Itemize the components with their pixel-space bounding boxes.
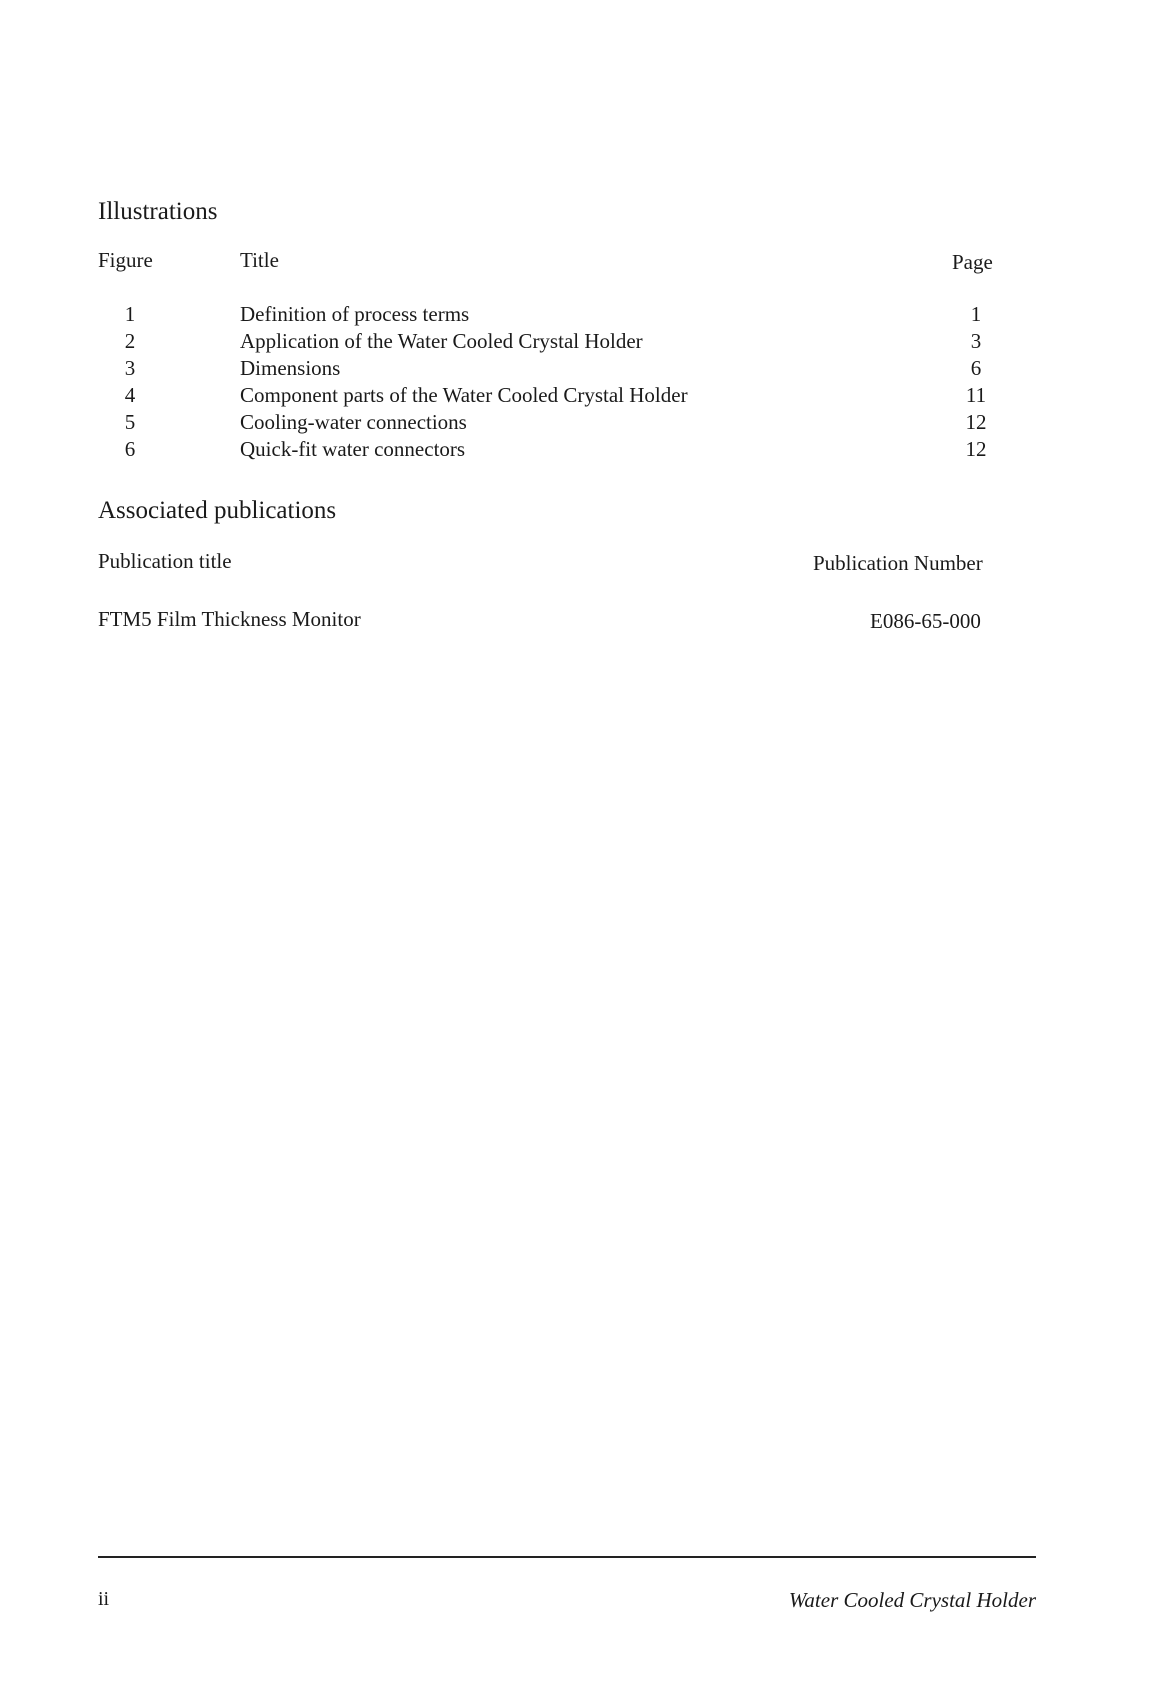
figure-number: 1 [124, 302, 136, 326]
table-row [0, 329, 1171, 356]
page-number: 12 [965, 437, 987, 461]
title-column-header: Title [240, 248, 279, 272]
publication-number: E086-65-000 [870, 609, 981, 633]
figure-title: Quick-fit water connectors [240, 437, 466, 461]
publication-title: FTM5 Film Thickness Monitor [98, 607, 361, 631]
footer-document-title: Water Cooled Crystal Holder [788, 1588, 1036, 1612]
page-number: 12 [965, 410, 987, 434]
publication-number-header: Publication Number [813, 551, 983, 575]
figure-title: Definition of process terms [240, 302, 470, 326]
page-number: 1 [970, 302, 982, 326]
figure-number: 4 [124, 383, 136, 407]
associated-publications-heading: Associated publications [98, 497, 337, 524]
table-row [0, 302, 1171, 329]
figure-title: Cooling-water connections [240, 410, 467, 434]
publication-title-header: Publication title [98, 549, 232, 573]
table-row [0, 356, 1171, 383]
figure-title: Component parts of the Water Cooled Crystal Holder [240, 383, 688, 407]
table-row [0, 437, 1171, 464]
figure-title: Application of the Water Cooled Crystal Holder [240, 329, 643, 353]
figure-number: 6 [124, 437, 136, 461]
page-number: 6 [970, 356, 982, 380]
figure-number: 5 [124, 410, 136, 434]
footer-divider [98, 1556, 1036, 1558]
figure-number: 3 [124, 356, 136, 380]
page-number: 11 [965, 383, 987, 407]
illustrations-heading: Illustrations [98, 198, 218, 225]
page-column-header: Page [952, 250, 993, 274]
table-row [0, 383, 1171, 410]
page-number: 3 [970, 329, 982, 353]
figure-number: 2 [124, 329, 136, 353]
table-row [0, 410, 1171, 437]
figure-title: Dimensions [240, 356, 341, 380]
figure-column-header: Figure [98, 248, 153, 272]
footer-page-number: ii [98, 1588, 110, 1610]
